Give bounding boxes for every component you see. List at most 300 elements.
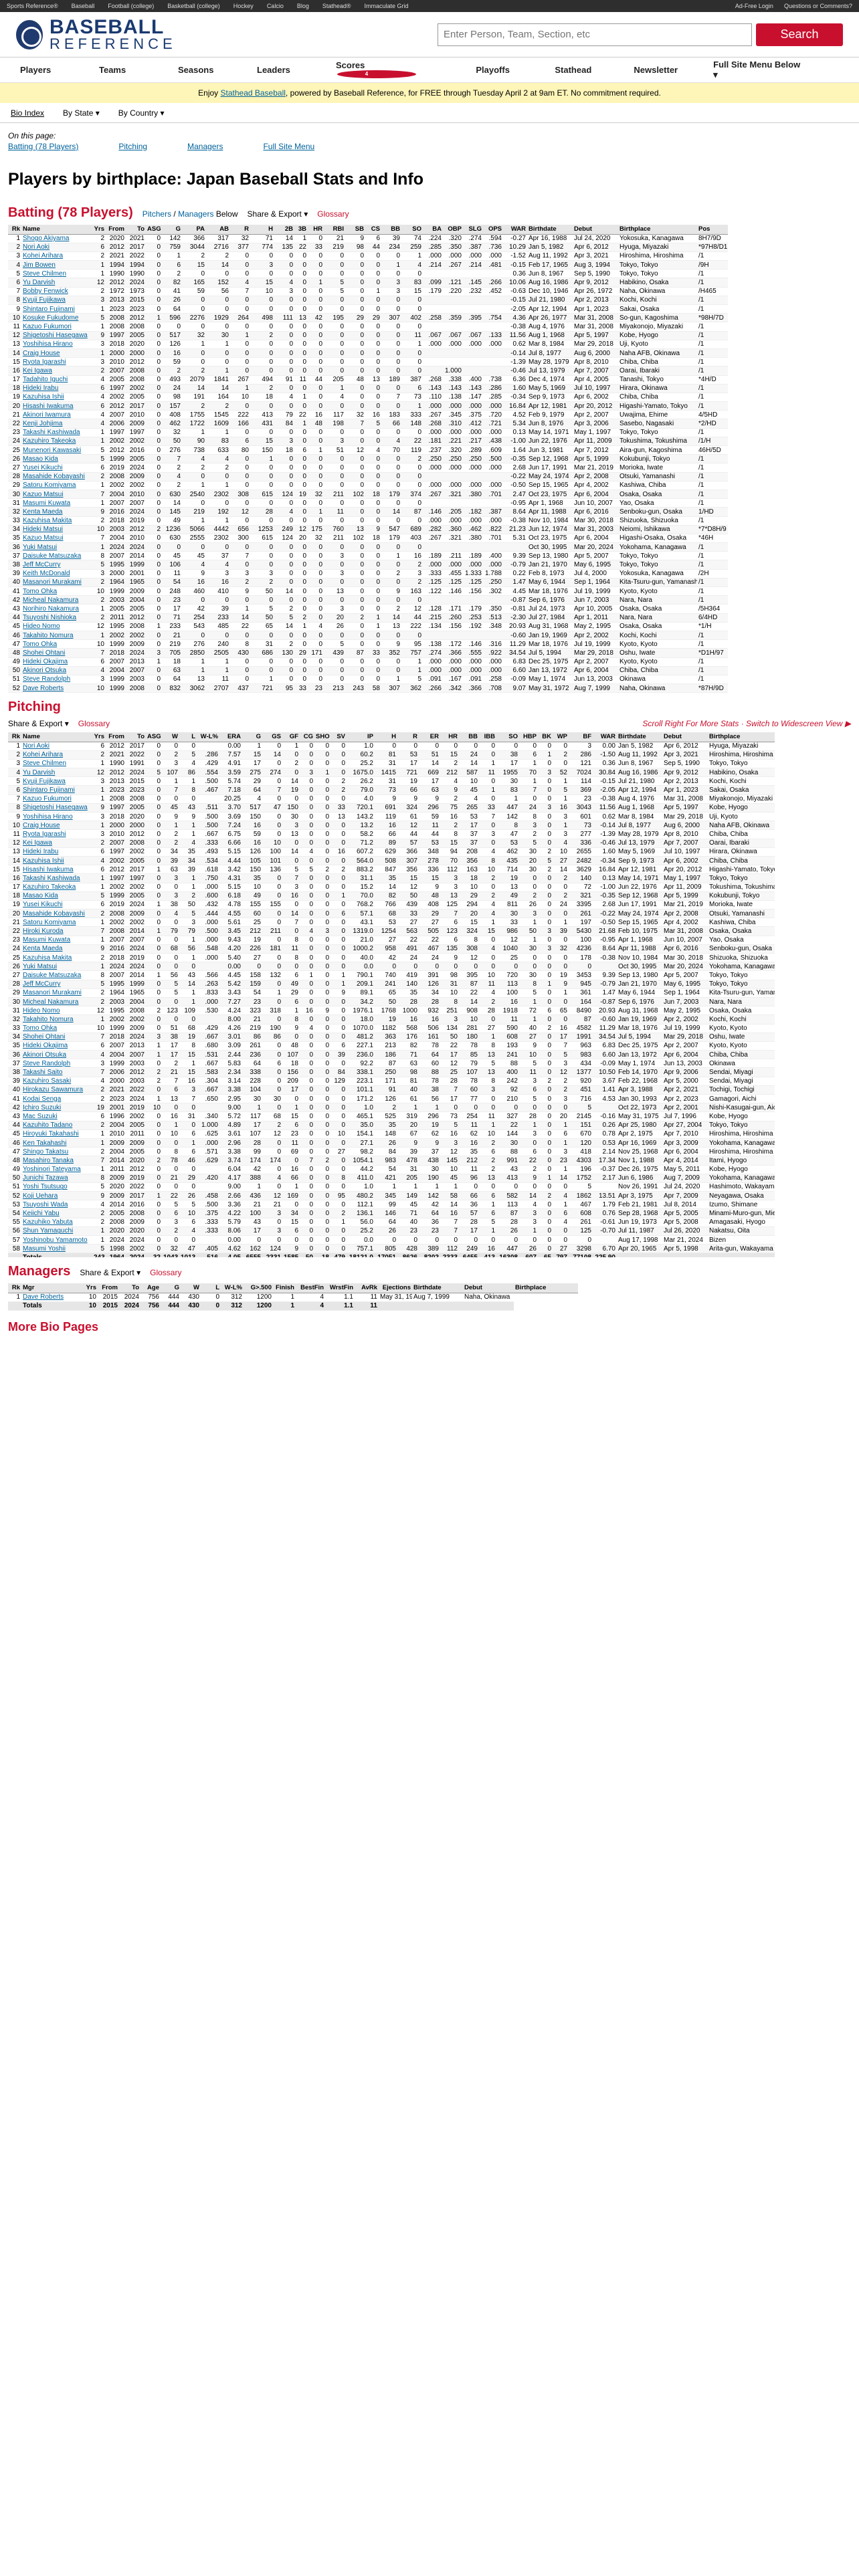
player-name-link[interactable]: Yoshinobu Yamamoto — [21, 1236, 92, 1245]
player-name-link[interactable]: Craig House — [21, 821, 92, 830]
table-cell: 1995 — [106, 560, 126, 569]
table-cell: 3 — [440, 874, 459, 883]
column-header[interactable]: ASG — [147, 733, 161, 741]
column-header[interactable]: G — [161, 1283, 181, 1293]
column-header[interactable]: R — [397, 732, 419, 742]
column-header[interactable]: CG — [300, 732, 314, 742]
player-name-link[interactable]: Craig House — [21, 348, 92, 357]
player-name-link[interactable]: Tadahito Iguchi — [21, 375, 92, 384]
player-name-link[interactable]: Takahito Nomura — [21, 1015, 92, 1024]
nav-item-scores[interactable] — [336, 60, 476, 80]
pitchers-link[interactable]: Pitchers — [142, 209, 172, 219]
topbar-link[interactable]: Hockey — [233, 3, 254, 9]
table-cell: Mar 8, 1984 — [617, 813, 662, 821]
player-name-link[interactable]: Nori Aoki — [21, 243, 92, 251]
column-header[interactable]: GS — [262, 732, 282, 742]
table-cell: 39 — [162, 856, 179, 865]
table-cell: 2 — [92, 1148, 106, 1156]
column-header[interactable]: G — [242, 732, 262, 742]
player-name-link[interactable]: Hisashi Iwakuma — [21, 402, 92, 411]
table-cell: 395 — [459, 971, 479, 980]
player-name-link[interactable]: Shintaro Fujinami — [21, 305, 92, 314]
scroll-note[interactable]: Scroll Right For More Stats · Switch to Widescreen View ▶ — [642, 719, 851, 728]
on-this-page-link[interactable]: Full Site Menu — [263, 142, 315, 151]
player-name-link[interactable]: Kenji Johjima — [21, 419, 92, 428]
player-name-link[interactable]: Shigetoshi Hasegawa — [21, 331, 92, 340]
table-cell: 3.45 — [219, 927, 242, 936]
managers-table — [8, 1283, 578, 1311]
player-name-link[interactable]: Kenta Maeda — [21, 944, 92, 953]
player-name-link[interactable]: Kohei Arihara — [21, 251, 92, 260]
player-name-link[interactable]: Ryota Igarashi — [21, 830, 92, 839]
column-header[interactable]: SO — [401, 225, 423, 234]
column-header[interactable]: ERA — [219, 732, 242, 742]
player-name-link[interactable]: Tomo Ohka — [21, 640, 92, 649]
topbar-link[interactable]: Calcio — [266, 3, 284, 9]
table-cell: 0 — [345, 348, 365, 357]
player-name-link[interactable]: Ichiro Suzuki — [21, 1103, 92, 1112]
managers-glossary-link[interactable]: Glossary — [150, 1268, 182, 1277]
table-cell: 2000 — [106, 569, 126, 578]
subnav-item[interactable]: By State ▾ — [63, 108, 100, 118]
column-header[interactable]: RBI — [324, 225, 345, 234]
table-cell: .350 — [483, 605, 503, 613]
table-cell: 7 — [8, 287, 21, 296]
column-header[interactable]: Yrs — [82, 1283, 98, 1293]
column-header[interactable]: WAR — [593, 732, 617, 742]
table-cell: Apr 2, 2007 — [573, 657, 618, 666]
table-cell: 0 — [314, 1174, 330, 1182]
table-cell: Apr 20, 2012 — [662, 865, 708, 874]
column-header[interactable]: WAR — [503, 225, 527, 234]
on-this-page-link[interactable]: Batting (78 Players) — [8, 142, 79, 151]
table-cell: Nara, Nara — [618, 613, 697, 622]
table-cell: 21.68 — [593, 927, 617, 936]
player-name-link[interactable]: Kazuhisa Makita — [21, 516, 92, 525]
managers-share-export[interactable]: Share & Export ▾ — [80, 1268, 141, 1277]
player-name-link[interactable]: Yoshihisa Hirano — [21, 813, 92, 821]
column-header[interactable]: SLG — [463, 225, 483, 234]
player-name-link[interactable]: Kazuo Matsui — [21, 490, 92, 498]
column-header[interactable]: BB — [459, 732, 479, 742]
player-name-link[interactable]: Takashi Kashiwada — [21, 428, 92, 437]
table-cell: 83 — [496, 786, 519, 794]
column-header[interactable]: R — [230, 225, 250, 234]
player-name-link[interactable]: Kazuo Matsui — [21, 534, 92, 542]
table-cell: 89.1 — [347, 988, 375, 997]
column-header[interactable]: L — [179, 732, 197, 742]
column-header[interactable]: Ejections — [379, 1283, 412, 1293]
table-cell: 6.75 — [219, 830, 242, 839]
player-name-link[interactable]: Hiroki Kuroda — [21, 927, 92, 936]
table-cell: 21.0 — [347, 936, 375, 944]
column-header[interactable]: OPS — [483, 225, 503, 234]
table-cell: 0 — [401, 348, 423, 357]
table-cell: 0 — [308, 340, 324, 348]
player-name-link[interactable]: Kosuke Fukudome — [21, 314, 92, 322]
table-row — [8, 446, 728, 455]
table-cell: -0.34 — [593, 856, 617, 865]
player-name-link[interactable]: Hideki Okajima — [21, 1041, 92, 1050]
player-name-link[interactable]: Yu Darvish — [21, 768, 92, 777]
column-header[interactable]: W — [181, 1283, 201, 1293]
table-cell: 1 — [146, 900, 162, 909]
table-row — [8, 1130, 775, 1138]
table-cell: 79 — [179, 927, 197, 936]
column-header[interactable]: Debut — [662, 732, 708, 742]
column-header[interactable]: AvRk — [355, 1283, 379, 1293]
column-header[interactable]: ER — [419, 732, 440, 742]
player-name-link[interactable]: Akinori Iwamura — [21, 411, 92, 419]
column-header[interactable]: HBP — [519, 732, 538, 742]
player-name-link[interactable]: Akinori Otsuka — [21, 666, 92, 675]
column-header[interactable]: PA — [182, 225, 206, 234]
player-name-link[interactable]: Kodai Senga — [21, 1095, 92, 1103]
table-cell: Apr 16, 1988 — [527, 234, 573, 243]
player-name-link[interactable]: Kazuhisa Ishii — [21, 393, 92, 401]
player-name-link[interactable]: Hideki Irabu — [21, 384, 92, 393]
player-name-link[interactable]: Kazuhisa Makita — [21, 954, 92, 962]
player-name-link[interactable]: Nori Aoki — [21, 742, 92, 750]
subnav-item[interactable]: Bio Index — [11, 108, 45, 118]
column-header[interactable]: Age — [140, 1283, 161, 1293]
managers-link[interactable]: Managers — [178, 209, 214, 219]
column-header[interactable]: SB — [345, 225, 365, 234]
column-header[interactable]: L — [201, 1283, 221, 1293]
player-name-link[interactable]: Daisuke Matsuzaka — [21, 552, 92, 560]
nav-item-players[interactable] — [20, 65, 99, 75]
player-name-link[interactable]: Shigetoshi Hasegawa — [21, 803, 92, 812]
table-cell: 1 — [479, 1121, 496, 1130]
player-name-link[interactable]: Hideki Irabu — [21, 847, 92, 856]
player-name-link[interactable]: Masumi Kuwata — [21, 499, 92, 508]
player-name-link[interactable]: Steve Chilmen — [21, 759, 92, 768]
topbar-link[interactable]: Blog — [296, 3, 309, 9]
player-name-link[interactable]: Jeff McCurry — [21, 560, 92, 569]
player-name-link[interactable]: Masahiro Tanaka — [21, 1156, 92, 1165]
player-name-link[interactable]: Kyuji Fujikawa — [21, 777, 92, 786]
player-name-link[interactable]: Yoshihisa Hirano — [21, 340, 92, 348]
table-cell: 219 — [162, 640, 182, 649]
player-name-link[interactable]: Shogo Akiyama — [21, 234, 92, 243]
player-name-link[interactable]: Tomo Ohka — [21, 1024, 92, 1033]
player-name-link[interactable]: Kazuhiro Takeoka — [21, 883, 92, 891]
table-cell: Kokubunji, Tokyo — [708, 891, 775, 900]
player-name-link[interactable]: Masumi Yoshii — [21, 1245, 92, 1253]
column-header[interactable]: To — [126, 225, 146, 234]
stathead-link[interactable]: Stathead Baseball — [220, 88, 286, 98]
column-header[interactable]: BA — [423, 225, 443, 234]
player-name-link[interactable]: Steve Randolph — [21, 1059, 92, 1068]
column-header[interactable]: Yrs — [92, 225, 106, 234]
table-cell: 759 — [162, 243, 182, 251]
nav-item-seasons[interactable] — [178, 65, 257, 75]
table-cell: 22 — [8, 927, 21, 936]
column-header[interactable]: G — [162, 225, 182, 234]
search-input[interactable] — [438, 23, 752, 46]
column-header[interactable]: From — [106, 225, 126, 234]
player-name-link[interactable]: Hideki Matsui — [21, 525, 92, 534]
column-header[interactable]: BK — [538, 732, 553, 742]
player-name-link[interactable]: Kyuji Fujikawa — [21, 296, 92, 304]
column-header[interactable]: To — [126, 732, 146, 742]
column-header[interactable]: From — [106, 732, 126, 742]
table-cell: 5 — [440, 1121, 459, 1130]
player-name-link[interactable]: Shintaro Fujinami — [21, 786, 92, 794]
pitching-share-export[interactable]: Share & Export ▾ — [8, 719, 69, 728]
column-header[interactable]: Mgr — [21, 1283, 82, 1293]
player-name-link[interactable]: Kenta Maeda — [21, 508, 92, 516]
player-name-link[interactable]: Micheal Nakamura — [21, 997, 92, 1006]
table-cell: 183 — [381, 411, 401, 419]
player-name-link[interactable]: Takashi Kashiwada — [21, 874, 92, 883]
column-header[interactable]: BB — [381, 225, 401, 234]
player-name-link[interactable]: Masao Kida — [21, 455, 92, 463]
table-cell: 3 — [519, 909, 538, 918]
player-name-link[interactable]: Takashi Saito — [21, 1068, 92, 1077]
table-cell: 0 — [314, 1192, 330, 1200]
table-cell: 22 — [162, 1192, 179, 1200]
table-cell: 0 — [440, 742, 459, 750]
player-name-link[interactable]: Tomo Ohka — [21, 587, 92, 596]
column-header[interactable]: Birthdate — [617, 732, 662, 742]
table-cell: 2482 — [569, 856, 593, 865]
player-name-link[interactable]: Daisuke Matsuzaka — [21, 971, 92, 980]
player-name-link[interactable]: Junichi Tazawa — [21, 1174, 92, 1182]
column-header[interactable]: Yrs — [92, 732, 106, 742]
player-name-link[interactable]: Kazuo Fukumori — [21, 322, 92, 331]
player-name-link[interactable]: Masanori Murakami — [21, 578, 92, 586]
topbar-link[interactable]: Immaculate Grid — [364, 3, 409, 9]
player-name-link[interactable]: Shun Yamaguchi — [21, 1226, 92, 1235]
column-header[interactable]: H — [250, 225, 274, 234]
player-name-link[interactable]: Kazuhito Tadano — [21, 1121, 92, 1130]
player-name-link[interactable]: Koji Uehara — [21, 1192, 92, 1200]
topbar-link[interactable]: Football (college) — [108, 3, 155, 9]
column-header[interactable]: Birthdate — [527, 225, 573, 234]
player-name-link[interactable]: Norihiro Nakamura — [21, 605, 92, 613]
table-cell: 1 — [365, 613, 381, 622]
player-name-link[interactable]: Keith McDonald — [21, 569, 92, 578]
table-cell: 48 — [282, 1041, 300, 1050]
nav-item-newsletter[interactable] — [634, 65, 713, 75]
column-header[interactable]: AB — [206, 225, 230, 234]
column-header[interactable]: W — [162, 732, 179, 742]
player-name-link[interactable]: Yoshinori Tateyama — [21, 1165, 92, 1174]
player-name-link[interactable]: Yusei Kikuchi — [21, 900, 92, 909]
on-this-page-link[interactable]: Managers — [187, 142, 223, 151]
table-cell: 36 — [419, 1218, 440, 1226]
subnav-item[interactable]: By Country ▾ — [118, 108, 165, 118]
player-name-link[interactable]: Kazuhiro Takeoka — [21, 437, 92, 445]
player-name-link[interactable]: Masao Kida — [21, 891, 92, 900]
player-name-link[interactable]: Yoshi Tsutsugo — [21, 1182, 92, 1191]
column-header[interactable]: SO — [496, 732, 519, 742]
column-header[interactable]: WP — [553, 732, 569, 742]
on-this-page-link[interactable]: Pitching — [118, 142, 148, 151]
table-cell: 243 — [345, 684, 365, 693]
column-header[interactable]: Birthplace — [514, 1283, 578, 1293]
column-header[interactable]: Name — [21, 225, 92, 234]
batting-share-export[interactable]: Share & Export ▾ — [247, 209, 308, 219]
player-name-link[interactable]: Masahide Kobayashi — [21, 472, 92, 481]
player-name-link[interactable]: Shohei Ohtani — [21, 649, 92, 657]
column-header[interactable]: OBP — [443, 225, 463, 234]
column-header[interactable]: WrstFin — [325, 1283, 355, 1293]
player-name-link[interactable]: Akinori Otsuka — [21, 1051, 92, 1059]
table-cell: 4.24 — [219, 1006, 242, 1015]
column-header[interactable]: 3B — [294, 225, 308, 234]
table-cell: 2002 — [126, 384, 146, 393]
table-cell: 0 — [146, 472, 162, 481]
topbar-link[interactable]: Basketball (college) — [167, 3, 220, 9]
player-name-link[interactable]: Bobby Fenwick — [21, 287, 92, 296]
column-header[interactable]: Finish — [273, 1283, 296, 1293]
player-name-link[interactable]: Dave Roberts — [21, 684, 92, 693]
player-name-link[interactable]: Kei Igawa — [21, 366, 92, 375]
column-header[interactable]: Rk — [8, 732, 21, 742]
player-name-link[interactable]: Mac Suzuki — [21, 1112, 92, 1121]
column-header[interactable]: From — [98, 1283, 119, 1293]
table-cell: 0 — [365, 366, 381, 375]
player-name-link[interactable]: Hisashi Iwakuma — [21, 865, 92, 874]
column-header[interactable]: H — [375, 732, 397, 742]
site-logo[interactable] — [16, 15, 177, 52]
table-cell: 8 — [230, 640, 250, 649]
table-cell: 11 — [401, 331, 423, 340]
column-header[interactable]: IBB — [479, 732, 496, 742]
nav-item-leaders[interactable] — [257, 65, 336, 75]
table-cell: 411.0 — [347, 1174, 375, 1182]
player-name-link[interactable]: Masanori Murakami — [21, 988, 92, 997]
player-name-link[interactable]: Satoru Komiyama — [21, 481, 92, 490]
column-header[interactable]: Rk — [8, 1283, 21, 1293]
table-row — [8, 1095, 775, 1103]
player-name-link[interactable]: Hiroyuki Takahashi — [21, 1130, 92, 1138]
player-name-link[interactable]: Shohei Ohtani — [21, 1033, 92, 1041]
player-name-link[interactable]: Kazuhisa Ishii — [21, 856, 92, 865]
table-cell: 34 — [419, 988, 440, 997]
column-header[interactable]: Pos — [697, 225, 728, 234]
table-cell: 0 — [496, 1182, 519, 1191]
topbar-link[interactable]: Baseball — [71, 3, 95, 9]
column-header[interactable]: W-L% — [197, 732, 219, 742]
table-cell: Tokyo, Tokyo — [708, 759, 775, 768]
player-name-link[interactable]: Yusei Kikuchi — [21, 463, 92, 472]
batting-glossary-link[interactable]: Glossary — [317, 209, 349, 219]
player-name-link[interactable]: Kazuhiko Yabuta — [21, 1218, 92, 1226]
player-name-link[interactable]: Micheal Nakamura — [21, 596, 92, 605]
column-header[interactable]: Birthplace — [618, 225, 697, 234]
column-header[interactable]: Debut — [463, 1283, 514, 1293]
nav-item-stathead[interactable] — [555, 65, 634, 75]
player-name-link[interactable]: Tsuyoshi Nishioka — [21, 613, 92, 622]
column-header[interactable]: IP — [347, 732, 375, 742]
player-name-link[interactable]: Kazuo Fukumori — [21, 794, 92, 803]
column-header[interactable]: Birthplace — [708, 732, 775, 742]
column-header[interactable]: ASG — [147, 225, 161, 233]
player-name-link[interactable]: Kei Igawa — [21, 839, 92, 847]
player-name-link[interactable]: Tsuyoshi Wada — [21, 1200, 92, 1209]
player-name-link[interactable]: Shingo Takatsu — [21, 1148, 92, 1156]
topbar-right-link[interactable]: Questions or Comments? — [783, 3, 852, 9]
table-cell: -1.00 — [593, 883, 617, 891]
nav-item-full-site-menu-below[interactable] — [713, 60, 839, 80]
player-name-link[interactable]: Ryota Igarashi — [21, 358, 92, 366]
column-header[interactable]: W-L% — [221, 1283, 244, 1293]
column-header[interactable]: To — [119, 1283, 140, 1293]
topbar-right-link[interactable]: Ad-Free Login — [735, 3, 773, 9]
table-cell: 2020 — [126, 813, 146, 821]
column-header[interactable]: HR — [308, 225, 324, 234]
column-header[interactable]: HR — [440, 732, 459, 742]
player-name-link[interactable]: Munenori Kawasaki — [21, 446, 92, 455]
player-name-link[interactable]: Steve Chilmen — [21, 270, 92, 278]
player-name-link[interactable]: Masumi Kuwata — [21, 936, 92, 944]
table-cell: 2014 — [106, 1156, 126, 1165]
player-name-link[interactable]: Takahito Nomura — [21, 631, 92, 639]
player-name-link[interactable]: Jim Bowen — [21, 261, 92, 270]
column-header[interactable]: Name — [21, 732, 92, 742]
column-header[interactable]: SHO — [316, 733, 330, 741]
table-cell: 2.44 — [219, 1051, 242, 1059]
column-header[interactable]: Rk — [8, 225, 21, 234]
table-cell: 0 — [397, 1236, 419, 1245]
player-name-link[interactable]: Kazuhiro Sasaki — [21, 1077, 92, 1085]
player-name-link[interactable]: Jeff McCurry — [21, 980, 92, 988]
column-header[interactable]: Debut — [573, 225, 618, 234]
column-header[interactable]: Birthdate — [412, 1283, 463, 1293]
column-header[interactable]: GF — [282, 732, 300, 742]
column-header[interactable]: CS — [365, 225, 381, 234]
totals-cell — [519, 1253, 538, 1257]
table-cell: Jun 13, 2003 — [573, 675, 618, 683]
topbar-link[interactable]: Sports Reference® — [7, 3, 58, 9]
column-header[interactable]: BF — [569, 732, 593, 742]
nav-item-teams[interactable] — [99, 65, 178, 75]
player-name-link[interactable]: Satoru Komiyama — [21, 918, 92, 927]
topbar-link[interactable]: Stathead® — [322, 3, 351, 9]
column-header[interactable]: 2B — [274, 225, 294, 234]
search-button[interactable]: Search — [756, 23, 843, 46]
player-name-link[interactable]: Kohei Arihara — [21, 750, 92, 759]
table-cell: .220 — [443, 287, 463, 296]
player-name-link[interactable]: Hideo Nomo — [21, 622, 92, 631]
player-name-link[interactable]: Dave Roberts — [21, 1293, 82, 1301]
table-cell: 0 — [345, 251, 365, 260]
table-cell: 0 — [230, 560, 250, 569]
player-name-link[interactable]: Hideo Nomo — [21, 1006, 92, 1015]
nav-item-playoffs[interactable] — [476, 65, 555, 75]
player-name-link[interactable]: Ken Takahashi — [21, 1138, 92, 1147]
column-header[interactable]: SV — [330, 732, 347, 742]
player-name-link[interactable]: Hirokazu Sawamura — [21, 1085, 92, 1094]
player-name-link[interactable]: Keiichi Yabu — [21, 1209, 92, 1218]
pitching-glossary-link[interactable]: Glossary — [78, 719, 110, 728]
column-header[interactable]: BestFin — [296, 1283, 325, 1293]
player-name-link[interactable]: Yu Darvish — [21, 278, 92, 287]
player-name-link[interactable]: Yuki Matsui — [21, 962, 92, 971]
table-cell: Tokyo, Tokyo — [708, 1121, 775, 1130]
table-cell: 175 — [308, 525, 324, 534]
table-cell: 0 — [330, 1138, 347, 1147]
player-name-link[interactable]: Masahide Kobayashi — [21, 909, 92, 918]
column-header[interactable]: G>.500 — [244, 1283, 273, 1293]
player-name-link[interactable]: Hideki Okajima — [21, 657, 92, 666]
table-cell: 0 — [300, 891, 314, 900]
player-name-link[interactable]: Steve Randolph — [21, 675, 92, 683]
player-name-link[interactable]: Yuki Matsui — [21, 543, 92, 552]
